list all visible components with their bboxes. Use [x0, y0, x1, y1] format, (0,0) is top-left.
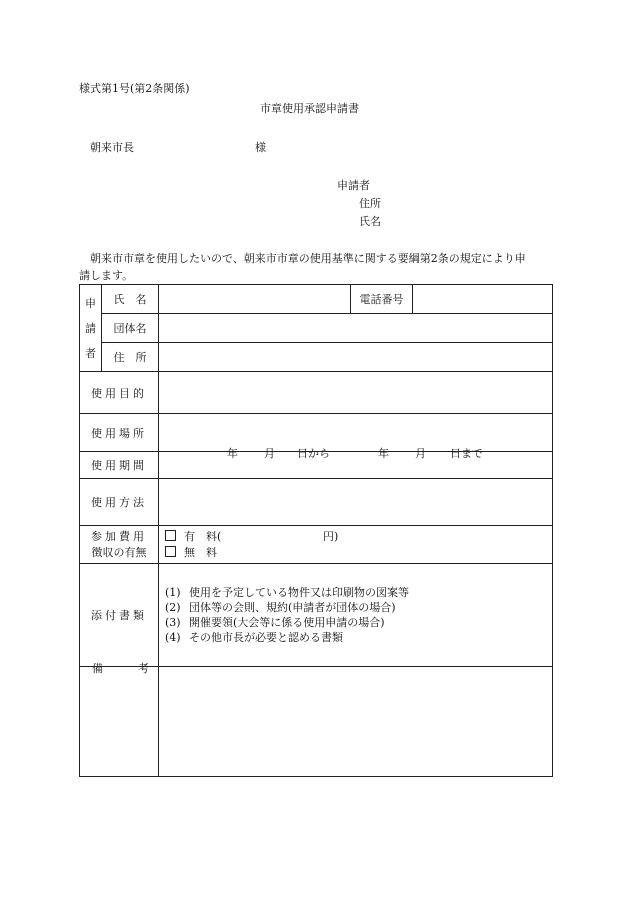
place-field[interactable] [159, 414, 553, 452]
period-start-month: 月 [264, 447, 275, 460]
period-end-month: 月 [415, 447, 426, 460]
purpose-label: 使用目的 [80, 372, 159, 414]
phone-field[interactable] [413, 285, 553, 314]
period-end-day: 日まで [450, 447, 483, 460]
body-text-line-2: 請します。 [79, 269, 134, 282]
body-text-line-1: 朝来市市章を使用したいので、朝来市市章の使用基準に関する要綱第2条の規定により申 [90, 252, 526, 265]
name-field[interactable] [159, 285, 351, 314]
checkbox-icon[interactable] [165, 546, 176, 557]
list-item: (1) 使用を予定している物件又は印刷物の図案等 [165, 586, 409, 599]
name-label: 氏 名 [102, 285, 159, 314]
fee-option-paid[interactable]: 有 料( [165, 529, 552, 545]
attachments-list [159, 564, 553, 667]
list-item: (2) 団体等の会則、規約(申請者が団体の場合) [165, 601, 396, 614]
list-item: (4) その他市長が必要と認める書類 [165, 631, 343, 644]
method-field[interactable] [159, 479, 553, 526]
period-start-year: 年 [227, 447, 238, 460]
org-field[interactable] [159, 314, 553, 343]
fee-options [159, 526, 553, 564]
remarks-field[interactable] [159, 667, 553, 777]
org-label: 団体名 [102, 314, 159, 343]
list-item: (3) 開催要領(大会等に係る使用申請の場合) [165, 616, 385, 629]
period-start-day: 日から [297, 447, 330, 460]
period-label: 使用期間 [80, 452, 159, 479]
period-field[interactable] [159, 447, 553, 479]
application-table [79, 284, 553, 777]
address-field[interactable] [159, 343, 553, 372]
form-number: 様式第1号(第2条関係) [79, 82, 190, 95]
purpose-field[interactable] [159, 372, 553, 414]
fee-option-free[interactable]: 無 料 [165, 545, 552, 561]
phone-label: 電話番号 [351, 285, 413, 314]
address-label: 住 所 [102, 343, 159, 372]
honorific: 様 [255, 141, 266, 154]
addressee: 朝来市長 [90, 141, 134, 154]
remarks-label: 備 考 [80, 667, 159, 777]
attachments-label: 添付書類 [80, 564, 159, 667]
page-title: 市章使用承認申請書 [260, 102, 359, 115]
place-label: 使用場所 [80, 414, 159, 452]
fee-yen-suffix: 円) [323, 530, 339, 543]
checkbox-icon[interactable] [165, 530, 176, 541]
applicant-address-label: 住所 [359, 197, 381, 210]
period-end-year: 年 [378, 447, 389, 460]
method-label: 使用方法 [80, 479, 159, 526]
applicant-heading: 申請者 [337, 179, 370, 192]
applicant-name-label: 氏名 [359, 215, 381, 228]
applicant-group-label: 申 請 者 [80, 285, 102, 372]
fee-label: 参加費用 徴収の有無 [80, 526, 159, 564]
